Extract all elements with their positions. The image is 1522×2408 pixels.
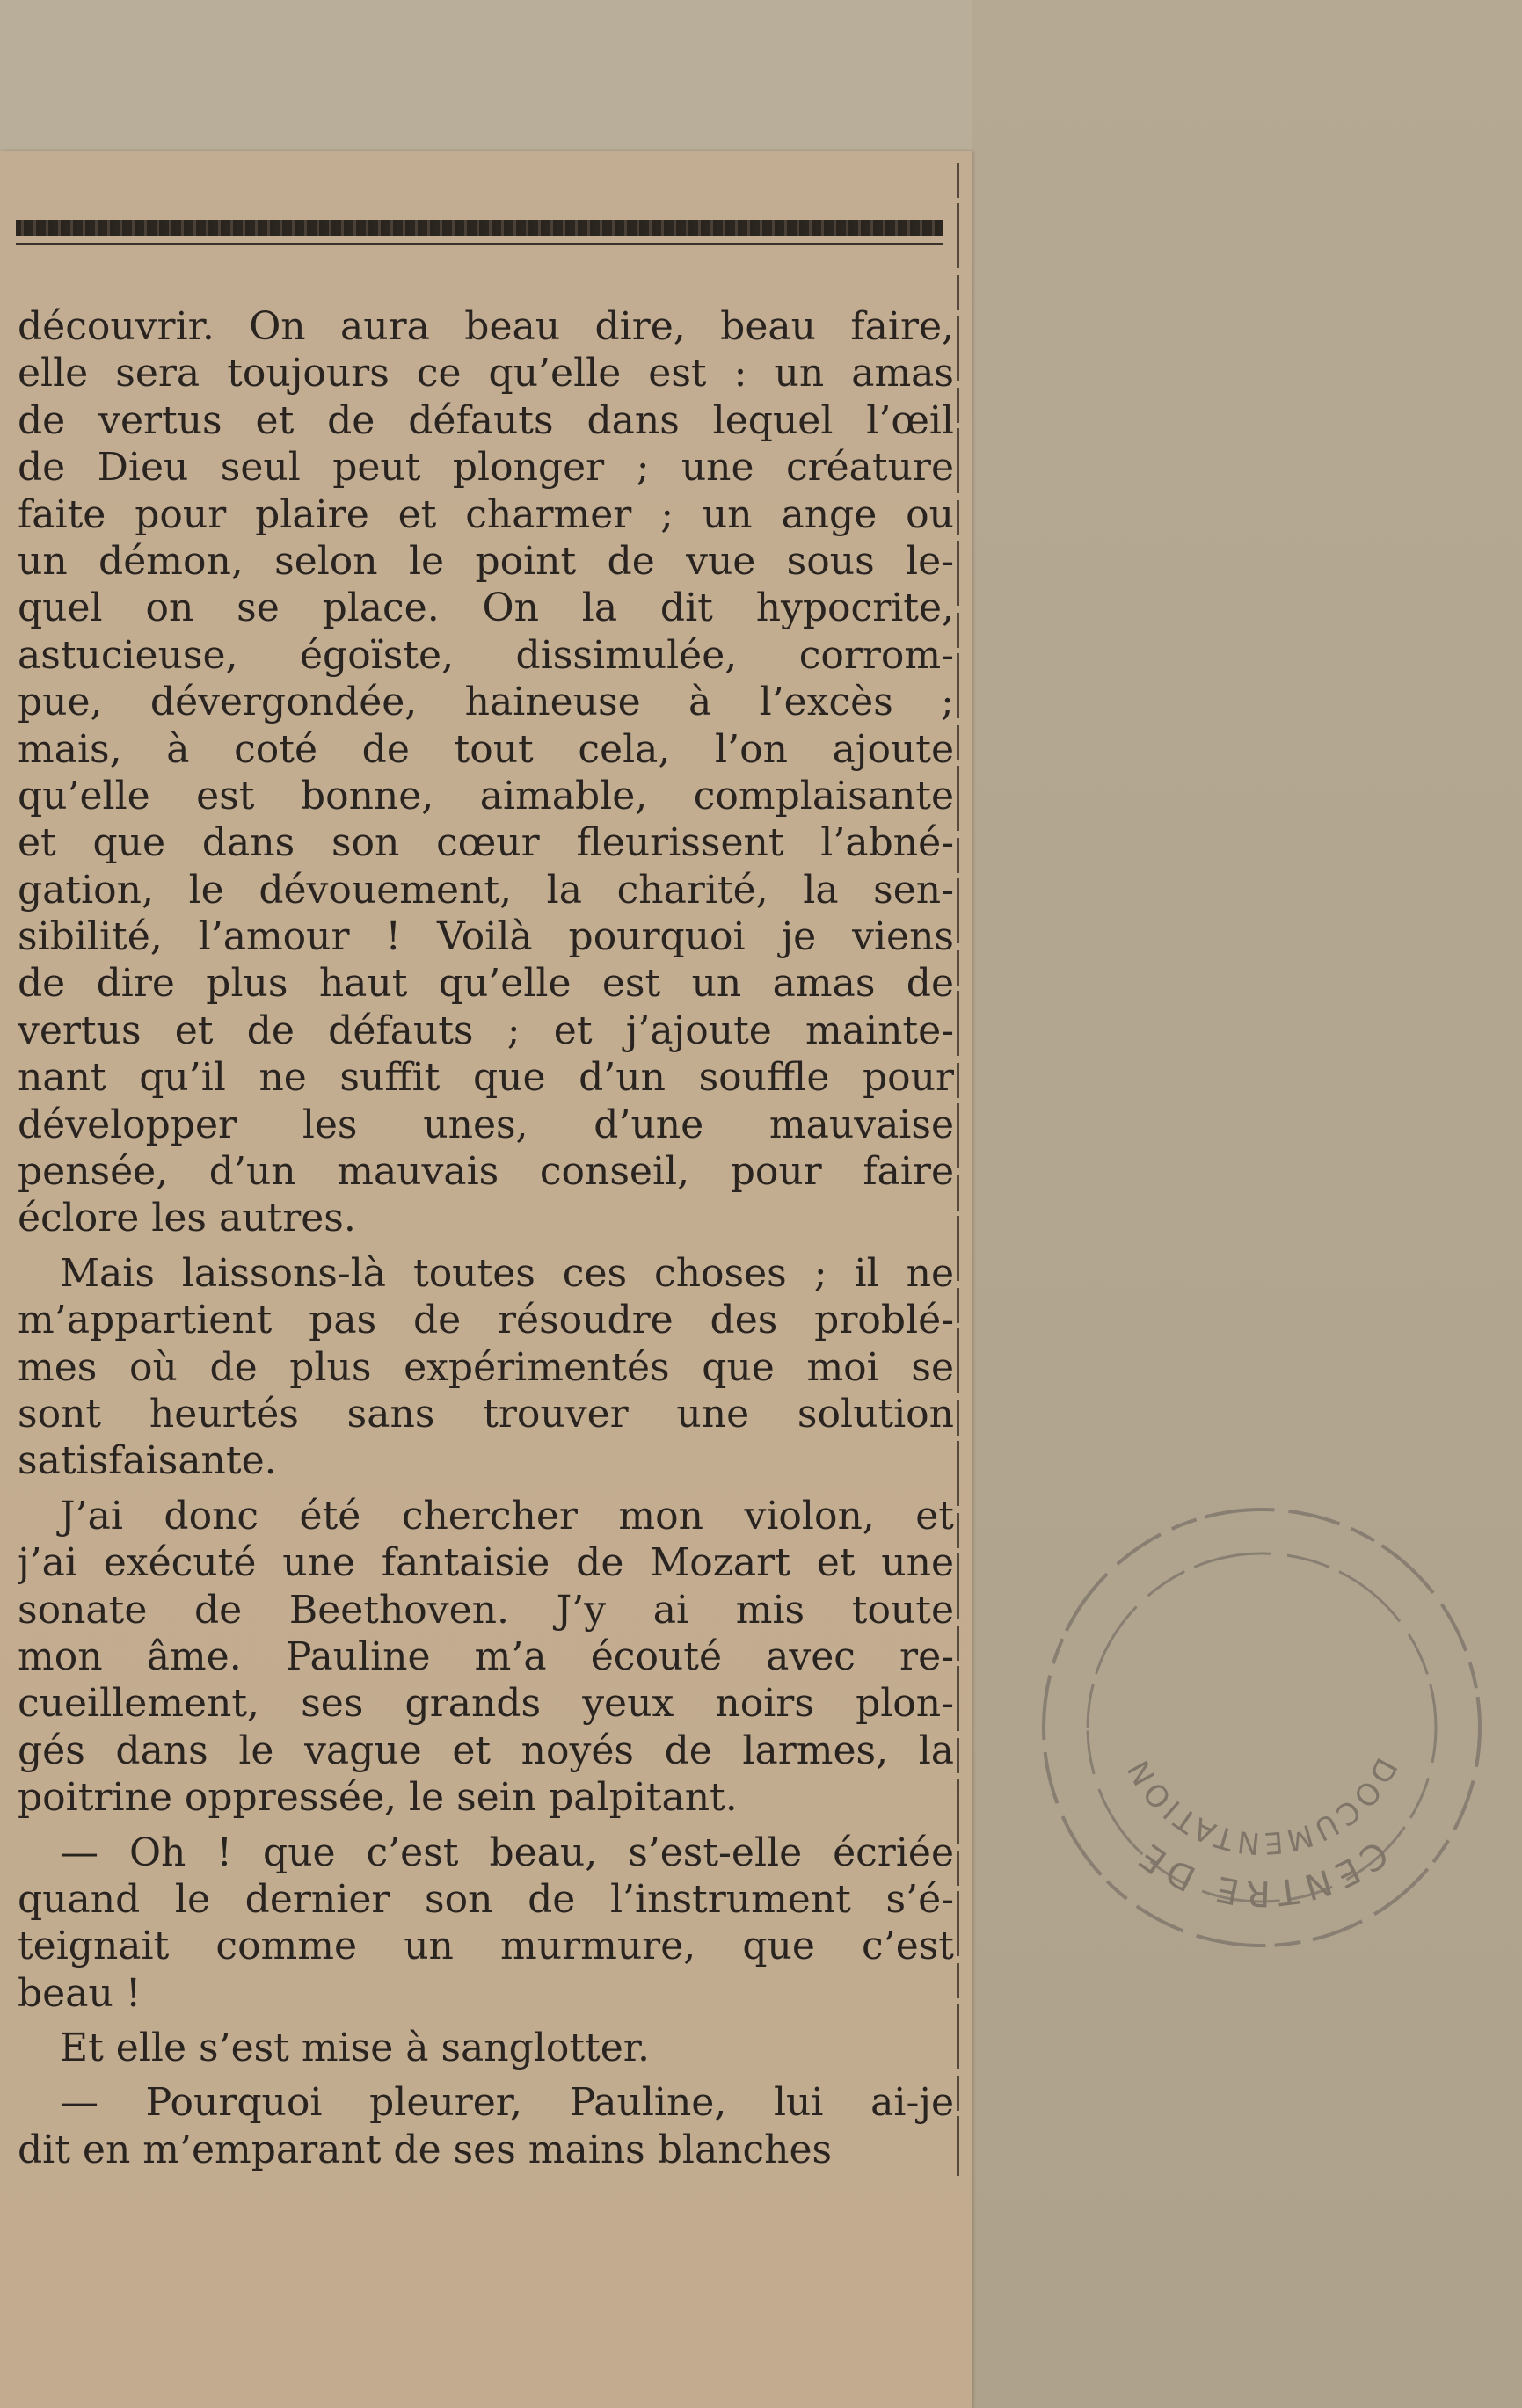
article-line: m’appartient pas de résoudre des problé- bbox=[18, 1298, 954, 1343]
article-line: sont heurtés sans trouver une solution bbox=[18, 1391, 954, 1437]
article-line: satisfaisante. bbox=[18, 1438, 277, 1484]
stamp-inner-text: DOCUMENTATION bbox=[1119, 1751, 1404, 1861]
article-line: cueillement, ses grands yeux noirs plon- bbox=[18, 1681, 954, 1727]
article-line: qu’elle est bonne, aimable, complaisante bbox=[18, 773, 954, 818]
article-line: teignait comme un murmure, que c’est bbox=[18, 1924, 954, 1969]
article-line: quand le dernier son de l’instrument s’é- bbox=[18, 1876, 954, 1922]
article-line: Mais laissons-là toutes ces choses ; il ne bbox=[60, 1250, 954, 1296]
article-line: sibilité, l’amour ! Voilà pourquoi je viens bbox=[18, 914, 954, 960]
stamp-outer-text: CENTRE DE bbox=[1128, 1832, 1395, 1914]
archive-stamp bbox=[1002, 1459, 1521, 1996]
article-line: et que dans son cœur fleurissent l’abné- bbox=[18, 820, 954, 866]
article-line: un démon, selon le point de vue sous le- bbox=[18, 538, 954, 584]
paragraph-gap bbox=[18, 2071, 954, 2079]
article-line: faite pour plaire et charmer ; un ange ou bbox=[18, 491, 954, 537]
article-line: découvrir. On aura beau dire, beau faire, bbox=[18, 304, 954, 349]
article-line: — Pourquoi pleurer, Pauline, lui ai-je bbox=[60, 2080, 954, 2126]
article-line: beau ! bbox=[18, 1970, 142, 2016]
article-line: gés dans le vague et noyés de larmes, la bbox=[18, 1728, 954, 1773]
paragraph-gap bbox=[18, 1822, 954, 1830]
paragraph-gap bbox=[18, 1242, 954, 1250]
article-line: J’ai donc été chercher mon violon, et bbox=[60, 1493, 954, 1539]
article-line: nant qu’il ne suffit que d’un souffle pour bbox=[18, 1055, 954, 1101]
article-line: éclore les autres. bbox=[18, 1196, 356, 1241]
article-line: de Dieu seul peut plonger ; une créature bbox=[18, 445, 954, 491]
article-line: elle sera toujours ce qu’elle est : un amas bbox=[18, 351, 954, 396]
article-line: de dire plus haut qu’elle est un amas de bbox=[18, 961, 954, 1007]
article-line: astucieuse, égoïste, dissimulée, corrom- bbox=[18, 632, 954, 678]
article-line: pue, dévergondée, haineuse à l’excès ; bbox=[18, 680, 954, 725]
article-line: j’ai exécuté une fantaisie de Mozart et une bbox=[18, 1540, 954, 1586]
paragraph-gap bbox=[18, 2017, 954, 2025]
article-line: pensée, d’un mauvais conseil, pour faire bbox=[18, 1149, 954, 1195]
column-header-thin-rule bbox=[16, 243, 943, 245]
article-line: vertus et de défauts ; et j’ajoute mainte- bbox=[18, 1008, 954, 1053]
backing-paper bbox=[972, 0, 1522, 2408]
article-line: dit en m’emparant de ses mains blanches bbox=[18, 2127, 833, 2172]
column-header-rule bbox=[16, 220, 943, 236]
column-separator-line bbox=[957, 163, 959, 2176]
article-line: de vertus et de défauts dans lequel l’œil bbox=[18, 397, 954, 443]
article-line: — Oh ! que c’est beau, s’est-elle écriée bbox=[60, 1830, 954, 1875]
article-line: quel on se place. On la dit hypocrite, bbox=[18, 586, 954, 631]
article-line: sonate de Beethoven. J’y ai mis toute bbox=[18, 1587, 954, 1633]
paragraph-gap bbox=[18, 1485, 954, 1493]
article-line: poitrine oppressée, le sein palpitant. bbox=[18, 1775, 738, 1821]
article-line: Et elle s’est mise à sanglotter. bbox=[60, 2026, 650, 2071]
article-line: mes où de plus expérimentés que moi se bbox=[18, 1344, 954, 1390]
article-line: mais, à coté de tout cela, l’on ajoute bbox=[18, 726, 954, 772]
article-line: mon âme. Pauline m’a écouté avec re- bbox=[18, 1633, 954, 1679]
article-text bbox=[18, 303, 954, 2173]
article-line: gation, le dévouement, la charité, la sen- bbox=[18, 867, 954, 913]
article-line: développer les unes, d’une mauvaise bbox=[18, 1102, 954, 1147]
